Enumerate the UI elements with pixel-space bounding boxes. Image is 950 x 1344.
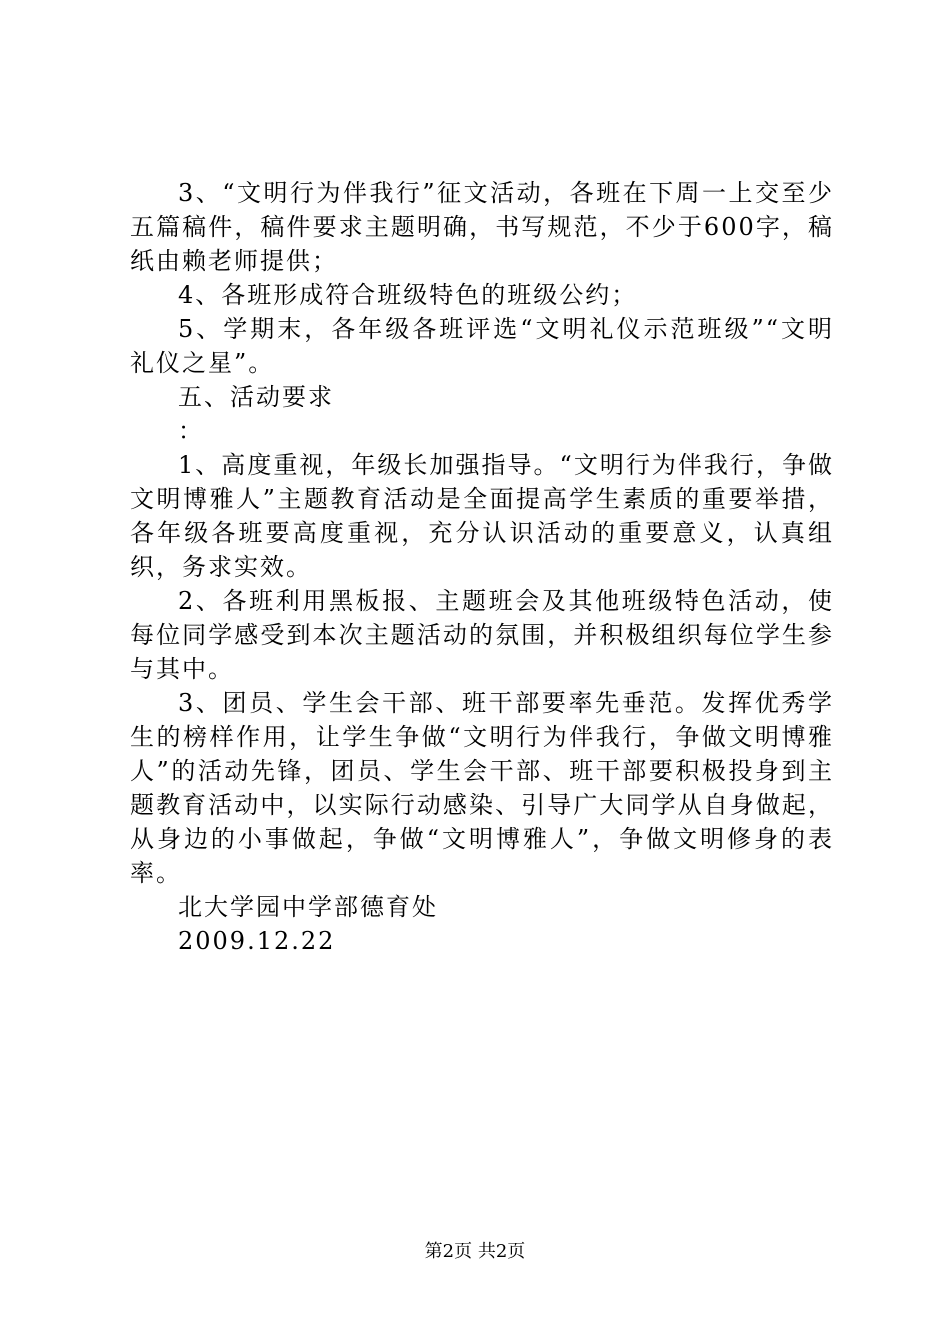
paragraph-item-5: 5、学期末，各年级各班评选“文明礼仪示范班级”“文明礼仪之星”。: [130, 315, 834, 377]
requirement-item-2: 2、各班利用黑板报、主题班会及其他班级特色活动，使每位同学感受到本次主题活动的氛围，并积极组织每位学生参与其中。: [130, 587, 834, 683]
page-number: 第2页 共2页: [424, 1241, 526, 1262]
colon-line: ：: [178, 417, 204, 445]
page-footer: [0, 1240, 950, 1264]
section-heading-requirements: 五、活动要求: [178, 383, 334, 411]
requirement-item-1: 1、高度重视，年级长加强指导。“文明行为伴我行，争做文明博雅人”主题教育活动是全面提高学生素质的重要举措，各年级各班要高度重视，充分认识活动的重要意义，认真组织，务求实效。: [130, 451, 834, 581]
document-body: [130, 176, 834, 958]
document-date: 2009.12.22: [178, 927, 336, 955]
signature: 北大学园中学部德育处: [178, 893, 438, 921]
paragraph-item-3: 3、“文明行为伴我行”征文活动，各班在下周一上交至少五篇稿件，稿件要求主题明确，书写规范，不少于600字，稿纸由赖老师提供；: [130, 179, 834, 275]
paragraph-item-4: 4、各班形成符合班级特色的班级公约；: [178, 281, 638, 309]
requirement-item-3: 3、团员、学生会干部、班干部要率先垂范。发挥优秀学生的榜样作用，让学生争做“文明行为伴我行，争做文明博雅人”的活动先锋，团员、学生会干部、班干部要积极投身到主题教育活动中，以实际行动感染、引导广大同学从自身做起，从身边的小事做起，争做“文明博雅人”，争做文明修身的表率。: [130, 689, 834, 887]
